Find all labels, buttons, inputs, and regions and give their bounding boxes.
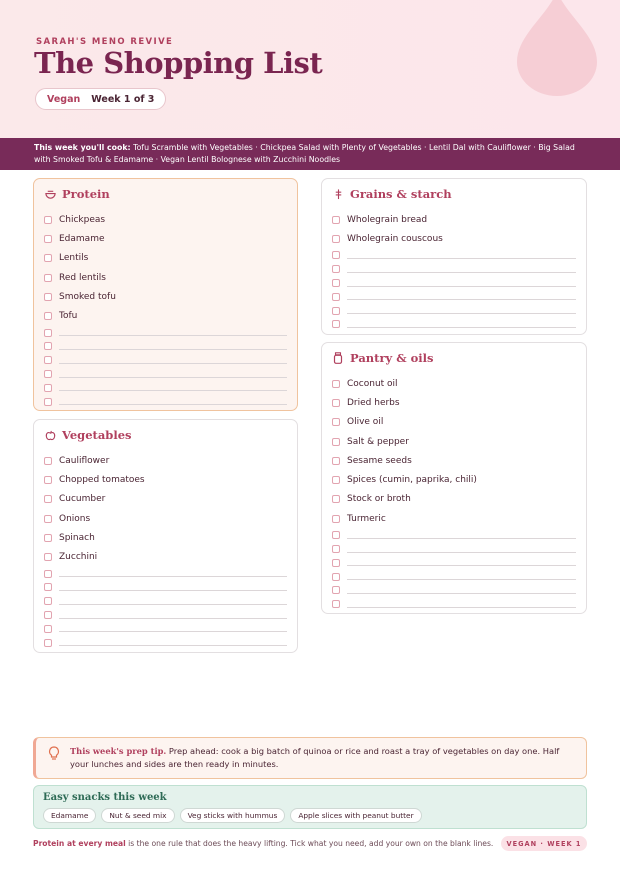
- checklist-item[interactable]: [44, 490, 287, 509]
- checkbox[interactable]: [44, 570, 52, 578]
- blank-line[interactable]: [44, 353, 287, 367]
- checkbox[interactable]: [44, 534, 52, 542]
- blank-line[interactable]: [44, 594, 287, 608]
- checkbox[interactable]: [332, 293, 340, 301]
- write-in-line[interactable]: [347, 286, 576, 287]
- blank-line[interactable]: [44, 395, 287, 409]
- item-label: Wholegrain couscous: [347, 233, 443, 244]
- snack-chip: Nut & seed mix: [101, 808, 174, 823]
- write-in-line[interactable]: [59, 576, 287, 577]
- checklist-item[interactable]: [44, 249, 287, 268]
- checkbox[interactable]: [44, 370, 52, 378]
- item-label: Wholegrain bread: [347, 214, 428, 225]
- blank-line[interactable]: [44, 381, 287, 395]
- footer-text: is the one rule that does the heavy lifting. Tick what you need, add your own on the blank lines.: [125, 839, 494, 848]
- checkbox[interactable]: [44, 611, 52, 619]
- checklist-item[interactable]: [44, 547, 287, 566]
- checkbox[interactable]: [44, 495, 52, 503]
- checkbox[interactable]: [44, 293, 52, 301]
- checklist-item[interactable]: [332, 393, 576, 412]
- write-in-line[interactable]: [59, 335, 287, 336]
- diet-label: Vegan: [47, 93, 81, 105]
- checklist-item[interactable]: [332, 374, 576, 393]
- item-label: Smoked tofu: [59, 291, 116, 302]
- bowl-icon: [44, 188, 56, 200]
- section-title: [332, 351, 433, 365]
- write-in-line[interactable]: [59, 645, 287, 646]
- item-label: Cauliflower: [59, 455, 110, 466]
- checkbox[interactable]: [44, 398, 52, 406]
- checkbox[interactable]: [332, 531, 340, 539]
- item-label: Spinach: [59, 532, 95, 543]
- write-in-line[interactable]: [59, 618, 287, 619]
- checkbox[interactable]: [332, 476, 340, 484]
- item-list: [332, 374, 576, 611]
- write-in-line[interactable]: [347, 299, 576, 300]
- write-in-line[interactable]: [59, 404, 287, 405]
- checkbox[interactable]: [44, 515, 52, 523]
- tip-text: [70, 745, 574, 771]
- write-in-line[interactable]: [59, 363, 287, 364]
- checklist-item[interactable]: [44, 528, 287, 547]
- item-label: Zucchini: [59, 552, 98, 563]
- section-title: [44, 187, 110, 201]
- checklist-item[interactable]: [44, 509, 287, 528]
- item-label: Lentils: [59, 253, 89, 264]
- section-title-text: Pantry & oils: [350, 351, 434, 365]
- item-label: Tofu: [59, 311, 78, 322]
- cook-meals: Tofu Scramble with Vegetables · Chickpea Salad with Plenty of Vegetables · Lentil Dal with Cauliflower · Big Salad with Smoked Tofu & Edamame · Vegan Lentil Bolognese with Zucchini Noodles: [34, 143, 575, 164]
- section-pantry: [321, 342, 587, 614]
- blank-line[interactable]: [332, 276, 576, 290]
- checkbox[interactable]: [332, 418, 340, 426]
- write-in-line[interactable]: [347, 579, 576, 580]
- checklist-item[interactable]: [332, 470, 576, 489]
- checkbox[interactable]: [44, 639, 52, 647]
- checkbox[interactable]: [332, 399, 340, 407]
- section-title: [332, 187, 452, 201]
- checklist-item[interactable]: [44, 268, 287, 287]
- checkbox[interactable]: [332, 279, 340, 287]
- snack-chip: Edamame: [43, 808, 96, 823]
- item-label: Turmeric: [347, 513, 386, 524]
- checkbox[interactable]: [44, 457, 52, 465]
- snack-chips: [43, 808, 422, 823]
- checkbox[interactable]: [44, 342, 52, 350]
- checkbox[interactable]: [332, 307, 340, 315]
- checkbox[interactable]: [332, 216, 340, 224]
- write-in-line[interactable]: [347, 538, 576, 539]
- blank-line[interactable]: [44, 608, 287, 622]
- section-grains: [321, 178, 587, 335]
- checklist-item[interactable]: [44, 229, 287, 248]
- write-in-line[interactable]: [59, 377, 287, 378]
- checklist-item[interactable]: [332, 451, 576, 470]
- cook-label: This week you'll cook:: [34, 143, 131, 152]
- checkbox[interactable]: [332, 545, 340, 553]
- blank-line[interactable]: [332, 528, 576, 542]
- item-list: [332, 210, 576, 331]
- checklist-item[interactable]: [44, 451, 287, 470]
- write-in-line[interactable]: [347, 327, 576, 328]
- checklist-item[interactable]: [332, 509, 576, 528]
- checklist-item[interactable]: [332, 210, 576, 229]
- checkbox[interactable]: [44, 274, 52, 282]
- checkbox[interactable]: [44, 254, 52, 262]
- item-label: Coconut oil: [347, 378, 398, 389]
- checkbox[interactable]: [44, 384, 52, 392]
- section-title-text: Vegetables: [62, 428, 132, 442]
- checkbox[interactable]: [332, 600, 340, 608]
- wheat-icon: [332, 188, 344, 200]
- blank-line[interactable]: [44, 636, 287, 650]
- checklist-item[interactable]: [44, 287, 287, 306]
- blank-line[interactable]: [44, 581, 287, 595]
- checkbox[interactable]: [332, 573, 340, 581]
- checkbox[interactable]: [44, 216, 52, 224]
- write-in-line[interactable]: [347, 258, 576, 259]
- blank-line[interactable]: [332, 249, 576, 263]
- checkbox[interactable]: [44, 583, 52, 591]
- item-label: Salt & pepper: [347, 436, 409, 447]
- blank-line[interactable]: [44, 622, 287, 636]
- droplet-decoration: [517, 0, 597, 96]
- item-label: Spices (cumin, paprika, chili): [347, 475, 477, 486]
- checklist-item[interactable]: [332, 229, 576, 248]
- section-title-text: Grains & starch: [350, 187, 452, 201]
- item-label: Red lentils: [59, 272, 106, 283]
- header-banner: [0, 0, 620, 138]
- checkbox[interactable]: [44, 329, 52, 337]
- checklist-item[interactable]: [44, 470, 287, 489]
- item-label: Sesame seeds: [347, 455, 412, 466]
- item-label: Cucumber: [59, 494, 106, 505]
- blank-line[interactable]: [332, 290, 576, 304]
- checkbox[interactable]: [332, 265, 340, 273]
- checkbox[interactable]: [332, 515, 340, 523]
- snacks-panel: [33, 785, 587, 829]
- write-in-line[interactable]: [347, 313, 576, 314]
- item-label: Chickpeas: [59, 214, 106, 225]
- blank-line[interactable]: [44, 340, 287, 354]
- page-title: The Shopping List: [34, 46, 323, 80]
- checkbox[interactable]: [44, 356, 52, 364]
- checkbox[interactable]: [332, 235, 340, 243]
- brand-name: SARAH'S MENO REVIVE: [36, 37, 174, 47]
- checkbox[interactable]: [332, 320, 340, 328]
- snack-chip: Veg sticks with hummus: [180, 808, 286, 823]
- section-title: [44, 428, 132, 442]
- write-in-line[interactable]: [347, 593, 576, 594]
- blank-line[interactable]: [44, 367, 287, 381]
- write-in-line[interactable]: [59, 631, 287, 632]
- write-in-line[interactable]: [59, 590, 287, 591]
- checkbox[interactable]: [332, 586, 340, 594]
- item-list: [44, 210, 287, 409]
- section-title-text: Protein: [62, 187, 110, 201]
- checkbox[interactable]: [332, 251, 340, 259]
- checkbox[interactable]: [332, 380, 340, 388]
- jar-icon: [332, 352, 344, 364]
- blank-line[interactable]: [332, 318, 576, 332]
- checkbox[interactable]: [332, 495, 340, 503]
- write-in-line[interactable]: [59, 349, 287, 350]
- checkbox[interactable]: [44, 553, 52, 561]
- checklist-item[interactable]: [332, 413, 576, 432]
- item-label: Dried herbs: [347, 397, 400, 408]
- blank-line[interactable]: [332, 262, 576, 276]
- section-vegetables: [33, 419, 298, 653]
- footer-lead: Protein at every meal: [33, 839, 126, 848]
- checkbox[interactable]: [44, 312, 52, 320]
- item-label: Chopped tomatoes: [59, 474, 145, 485]
- checkbox[interactable]: [332, 457, 340, 465]
- write-in-line[interactable]: [347, 607, 576, 608]
- checkbox[interactable]: [44, 235, 52, 243]
- write-in-line[interactable]: [347, 565, 576, 566]
- item-label: Olive oil: [347, 417, 384, 428]
- checkbox[interactable]: [44, 476, 52, 484]
- blank-line[interactable]: [332, 597, 576, 611]
- lightbulb-icon: [48, 746, 60, 765]
- snacks-title: Easy snacks this week: [43, 792, 167, 803]
- footer-tag: VEGAN · WEEK 1: [501, 836, 587, 851]
- checklist-item[interactable]: [332, 432, 576, 451]
- write-in-line[interactable]: [59, 390, 287, 391]
- checklist-item[interactable]: [332, 490, 576, 509]
- apple-icon: [44, 429, 56, 441]
- item-label: Edamame: [59, 233, 105, 244]
- blank-line[interactable]: [332, 556, 576, 570]
- blank-line[interactable]: [44, 326, 287, 340]
- item-list: [44, 451, 287, 650]
- snack-chip: Apple slices with peanut butter: [290, 808, 421, 823]
- item-label: Onions: [59, 513, 91, 524]
- blank-line[interactable]: [44, 567, 287, 581]
- blank-line[interactable]: [332, 542, 576, 556]
- blank-line[interactable]: [332, 304, 576, 318]
- week-label: Week 1 of 3: [91, 93, 155, 105]
- blank-line[interactable]: [332, 570, 576, 584]
- plan-badge: [35, 88, 166, 110]
- checklist-item[interactable]: [44, 210, 287, 229]
- section-protein: [33, 178, 298, 411]
- footer-note: [33, 839, 493, 848]
- checkbox[interactable]: [332, 559, 340, 567]
- cook-bar: [0, 138, 620, 170]
- write-in-line[interactable]: [59, 604, 287, 605]
- checkbox[interactable]: [44, 597, 52, 605]
- tip-label: This week's prep tip.: [70, 746, 167, 756]
- write-in-line[interactable]: [347, 272, 576, 273]
- prep-tip: [33, 737, 587, 779]
- checkbox[interactable]: [332, 438, 340, 446]
- item-label: Stock or broth: [347, 494, 411, 505]
- tip-body: Prep ahead: cook a big batch of quinoa or rice and roast a tray of vegetables on day one. Half your lunches and sides are then ready in minutes.: [70, 746, 560, 769]
- write-in-line[interactable]: [347, 552, 576, 553]
- blank-line[interactable]: [332, 584, 576, 598]
- checklist-item[interactable]: [44, 306, 287, 325]
- checkbox[interactable]: [44, 625, 52, 633]
